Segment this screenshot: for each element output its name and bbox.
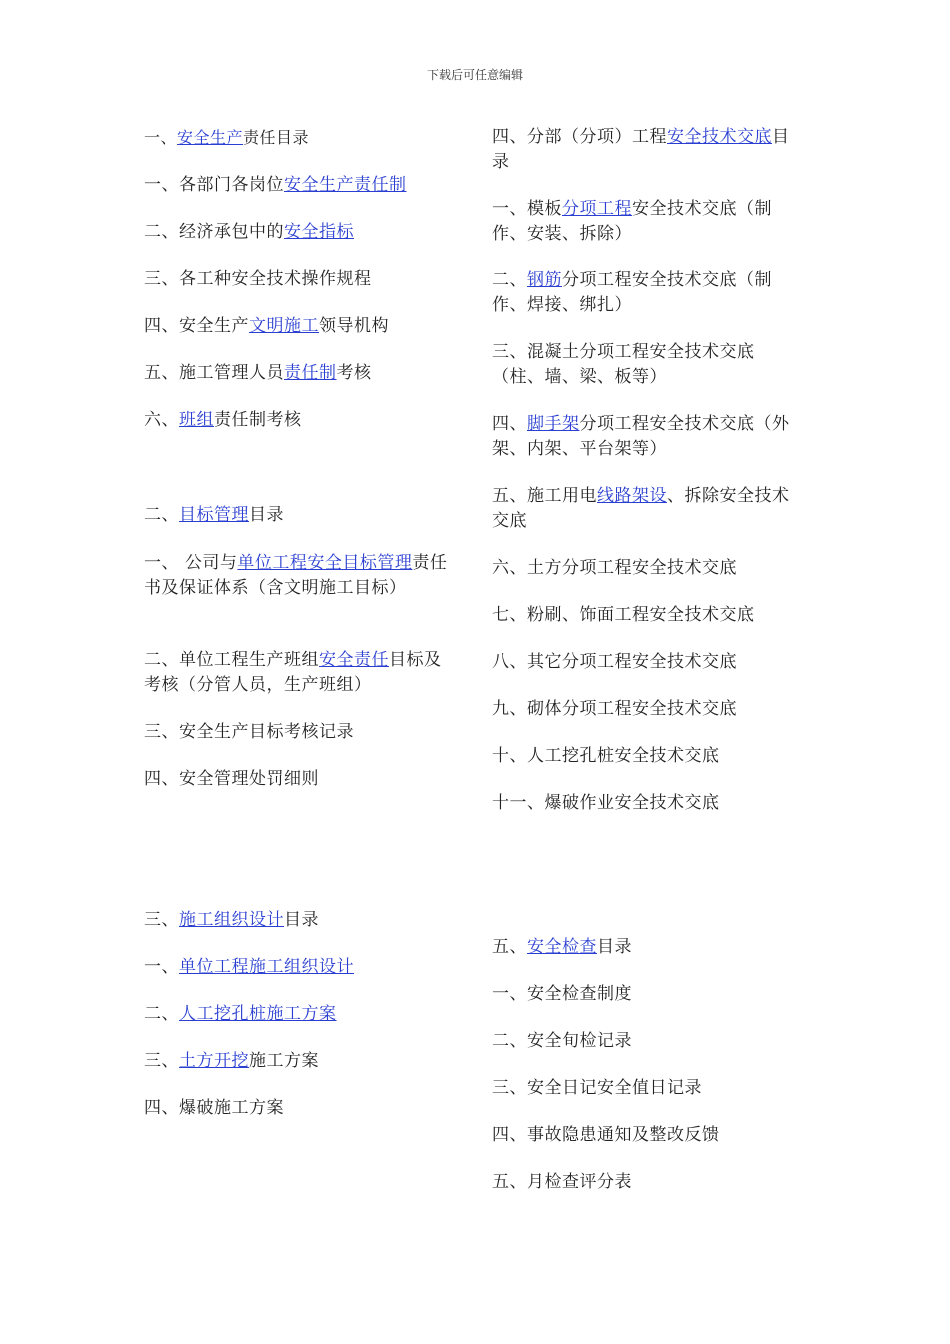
item-text: 四、安全管理处罚细则 (144, 769, 319, 789)
hyperlink[interactable]: 安全检查 (527, 937, 597, 957)
toc-item (492, 412, 802, 462)
item-text: 分项工程安全技术交底（外架、内架、平台架等） (492, 414, 790, 459)
item-text: 一、模板 (492, 199, 562, 219)
item-text: 目标及考核（分管人员，生产班组） (144, 650, 442, 695)
item-text: 二、 (144, 505, 179, 525)
item-text: 六、土方分项工程安全技术交底 (492, 558, 737, 578)
toc-item (144, 767, 454, 792)
item-text: 三、 (144, 1051, 179, 1071)
section-title (144, 503, 454, 528)
toc-item (144, 1096, 454, 1121)
hyperlink[interactable]: 安全生产责任制 (284, 175, 407, 195)
item-text: 目录 (249, 505, 284, 525)
toc-item (144, 551, 454, 601)
toc-item (492, 1123, 802, 1148)
hyperlink[interactable]: 目标管理 (179, 505, 249, 525)
item-text: 五、月检查评分表 (492, 1172, 632, 1192)
item-text: 考核 (336, 363, 372, 383)
item-text: 四、爆破施工方案 (144, 1098, 284, 1118)
toc-item (492, 268, 802, 318)
item-text: 二、单位工程生产班组 (144, 650, 319, 670)
item-text: 施工方案 (249, 1051, 319, 1071)
toc-item (144, 173, 454, 198)
toc-item (144, 1002, 454, 1027)
hyperlink[interactable]: 脚手架 (527, 414, 580, 434)
toc-item (492, 340, 802, 390)
item-text: 一、 (144, 957, 179, 977)
item-text: 目录 (284, 910, 319, 930)
toc-item (144, 720, 454, 745)
hyperlink[interactable]: 线路架设 (597, 486, 667, 506)
item-text: 二、 (144, 1004, 179, 1024)
item-text: 责任书及保证体系（含文明施工目标） (144, 553, 448, 598)
hyperlink[interactable]: 文明施工 (249, 316, 319, 336)
item-text: 三、混凝土分项工程安全技术交底（柱、墙、梁、板等） (492, 342, 755, 387)
hyperlink[interactable]: 安全指标 (284, 222, 354, 242)
item-text: 领导机构 (319, 316, 389, 336)
section-title (144, 908, 454, 933)
toc-item (144, 955, 454, 980)
item-text: 目录 (492, 127, 790, 172)
item-text: 一、 (144, 128, 178, 147)
item-text: 四、分部（分项）工程 (492, 127, 667, 147)
item-text: 二、 (492, 270, 527, 290)
toc-item (492, 1170, 802, 1195)
item-text: 九、砌体分项工程安全技术交底 (492, 699, 737, 719)
item-text: 四、安全生产 (144, 316, 249, 336)
page-header: 下载后可任意编辑 (426, 68, 523, 82)
item-text: 十一、爆破作业安全技术交底 (492, 793, 720, 813)
hyperlink[interactable]: 安全技术交底 (667, 127, 772, 147)
toc-item (144, 361, 454, 386)
item-text: 八、其它分项工程安全技术交底 (492, 652, 737, 672)
toc-item (492, 603, 802, 628)
item-text: 三、 (144, 910, 179, 930)
item-text: 四、事故隐患通知及整改反馈 (492, 1125, 720, 1145)
item-text: 二、经济承包中的 (144, 222, 284, 242)
hyperlink[interactable]: 单位工程施工组织设计 (179, 957, 354, 977)
toc-item (492, 556, 802, 581)
hyperlink[interactable]: 责任制 (284, 363, 337, 383)
hyperlink[interactable]: 施工组织设计 (179, 910, 284, 930)
item-text: 一、 公司与 (144, 553, 238, 573)
toc-item (144, 267, 454, 292)
toc-item (144, 648, 454, 698)
toc-item (144, 1049, 454, 1074)
toc-item (492, 982, 802, 1007)
hyperlink[interactable]: 土方开挖 (179, 1051, 249, 1071)
toc-item (492, 744, 802, 769)
hyperlink[interactable]: 班组 (179, 410, 214, 430)
item-text: 五、施工管理人员 (144, 363, 284, 383)
item-text: 五、施工用电 (492, 486, 597, 506)
item-text: 责任目录 (243, 128, 310, 147)
toc-item (492, 791, 802, 816)
toc-item (492, 197, 802, 247)
hyperlink[interactable]: 安全生产 (177, 128, 244, 147)
item-text: 分项工程安全技术交底（制作、焊接、绑扎） (492, 270, 772, 315)
item-text: 、拆除安全技术交底 (492, 486, 790, 531)
item-text: 四、 (492, 414, 527, 434)
toc-item (144, 408, 454, 433)
item-text: 一、安全检查制度 (492, 984, 632, 1004)
item-text: 一、各部门各岗位 (144, 175, 284, 195)
hyperlink[interactable]: 钢筋 (527, 270, 562, 290)
item-text: 十、人工挖孔桩安全技术交底 (492, 746, 720, 766)
hyperlink[interactable]: 单位工程安全目标管理 (237, 553, 413, 573)
toc-item (144, 220, 454, 245)
item-text: 二、安全旬检记录 (492, 1031, 632, 1051)
hyperlink[interactable]: 分项工程 (562, 199, 632, 219)
toc-item (492, 1029, 802, 1054)
item-text: 三、各工种安全技术操作规程 (144, 269, 372, 289)
section-title (492, 935, 802, 960)
item-text: 责任制考核 (214, 410, 302, 430)
hyperlink[interactable]: 安全责任 (319, 650, 389, 670)
item-text: 三、安全生产目标考核记录 (144, 722, 354, 742)
item-text: 七、粉刷、饰面工程安全技术交底 (492, 605, 755, 625)
section-title (492, 125, 802, 175)
toc-item (144, 314, 454, 339)
toc-item (492, 1076, 802, 1101)
toc-item (492, 484, 802, 534)
item-text: 六、 (144, 410, 179, 430)
hyperlink[interactable]: 人工挖孔桩施工方案 (179, 1004, 337, 1024)
section-title (144, 125, 454, 150)
toc-item (492, 697, 802, 722)
toc-item (492, 650, 802, 675)
item-text: 五、 (492, 937, 527, 957)
item-text: 三、安全日记安全值日记录 (492, 1078, 702, 1098)
item-text: 目录 (597, 937, 632, 957)
item-text: 安全技术交底（制作、安装、拆除） (492, 199, 772, 244)
